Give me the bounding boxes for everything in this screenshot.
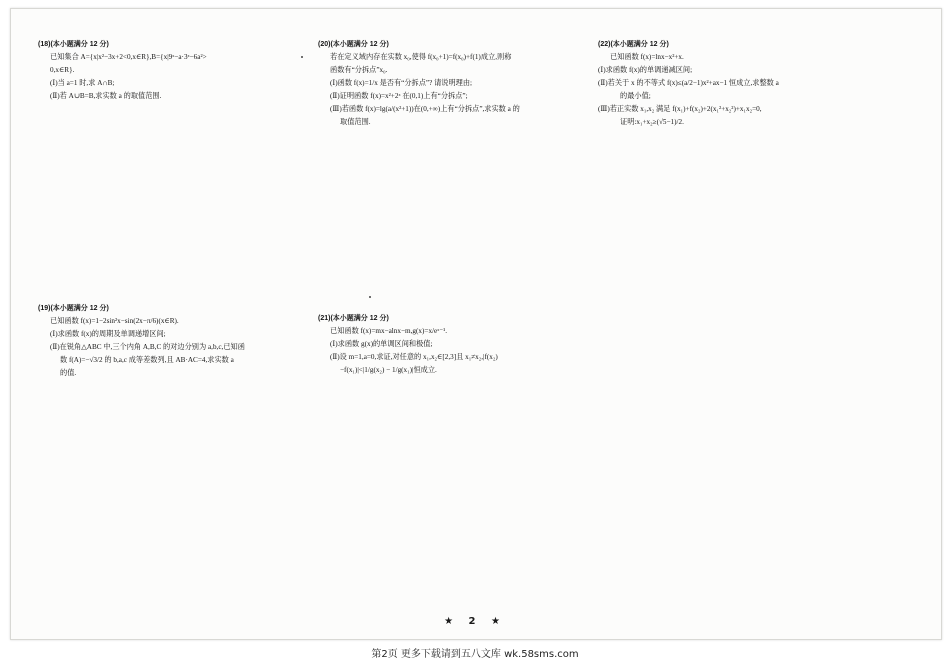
question-18-line: (Ⅰ)当 a=1 时,求 A∩B; [50, 79, 115, 87]
footer-download-note: 第2页 更多下载请到五八文库 wk.58sms.com [371, 649, 579, 660]
question-20-line: (Ⅰ)函数 f(x)=1/x 是否有“分拆点”? 请说明理由; [330, 79, 473, 87]
question-19-heading: (19)(本小题满分 12 分) [38, 305, 109, 312]
question-20-line: (Ⅱ)证明函数 f(x)=x²+2ˣ 在(0,1)上有“分拆点”; [330, 92, 468, 100]
question-22-line: (Ⅱ)若关于 x 的不等式 f(x)≤(a/2−1)x²+ax−1 恒成立,求整数 a [598, 79, 779, 87]
question-20 [318, 38, 520, 129]
question-18-line: (Ⅱ)若 A∪B=B,求实数 a 的取值范围. [50, 92, 162, 100]
question-22 [598, 38, 779, 129]
question-19 [38, 302, 245, 380]
question-18-line: 0,x∈R}. [50, 66, 75, 74]
question-22-line: 已知函数 f(x)=lnx−x²+x. [610, 53, 684, 61]
question-20-line: 若在定义域内存在实数 x₀,使得 f(x₀+1)=f(x₀)+f(1)成立,则称 [330, 53, 512, 61]
question-22-line: (Ⅰ)求函数 f(x)的单调递减区间; [598, 66, 693, 74]
scan-speck [369, 296, 371, 298]
question-22-line: (Ⅲ)若正实数 x₁,x₂ 满足 f(x₁)+f(x₂)+2(x₁²+x₂²)+x₁x₂=0, [598, 105, 762, 113]
question-21-line: (Ⅰ)求函数 g(x)的单调区间和极值; [330, 340, 433, 348]
question-19-line: (Ⅰ)求函数 f(x)的周期及单调递增区间; [50, 330, 166, 338]
question-19-line: (Ⅱ)在锐角△ABC 中,三个内角 A,B,C 的对边分别为 a,b,c,已知函 [50, 343, 245, 351]
question-18-heading: (18)(本小题满分 12 分) [38, 41, 109, 48]
question-19-line: 的值. [60, 369, 77, 377]
question-20-line: 函数有“分拆点”x₀. [330, 66, 388, 74]
question-18 [38, 38, 207, 103]
question-22-line: 的最小值; [620, 92, 651, 100]
question-21 [318, 312, 498, 377]
question-22-line: 证明:x₁+x₂≥(√5−1)/2. [620, 118, 684, 126]
question-20-line: 取值范围. [340, 118, 371, 126]
question-21-line: 已知函数 f(x)=mx−alnx−m,g(x)=x/eˣ⁻¹. [330, 327, 448, 335]
question-19-line: 数 f(A)=−√3/2 的 b,a,c 成等差数列,且 AB·AC=4,求实数 a [60, 356, 234, 364]
scan-speck [301, 56, 303, 58]
question-21-line: (Ⅱ)设 m=1,a=0,求证,对任意的 x₁,x₂∈[2,3]且 x₁≠x₂,|f(x₂) [330, 353, 498, 361]
question-21-heading: (21)(本小题满分 12 分) [318, 315, 389, 322]
page-number-marker: ★ 2 ★ [444, 616, 506, 627]
question-21-line: −f(x₁)|<|1/g(x₂) − 1/g(x₁)|恒成立. [340, 366, 437, 374]
question-22-heading: (22)(本小题满分 12 分) [598, 41, 669, 48]
question-19-line: 已知函数 f(x)=1−2sin²x−sin(2x−π/6)(x∈R). [50, 317, 179, 325]
question-18-line: 已知集合 A={x|x²−3x+2<0,x∈R},B={x|9ˣ−a·3ˣ−6a²> [50, 53, 207, 61]
question-20-line: (Ⅲ)若函数 f(x)=lg(a/(x²+1))在(0,+∞)上有“分拆点”,求实数 a 的 [330, 105, 520, 113]
question-20-heading: (20)(本小题满分 12 分) [318, 41, 389, 48]
